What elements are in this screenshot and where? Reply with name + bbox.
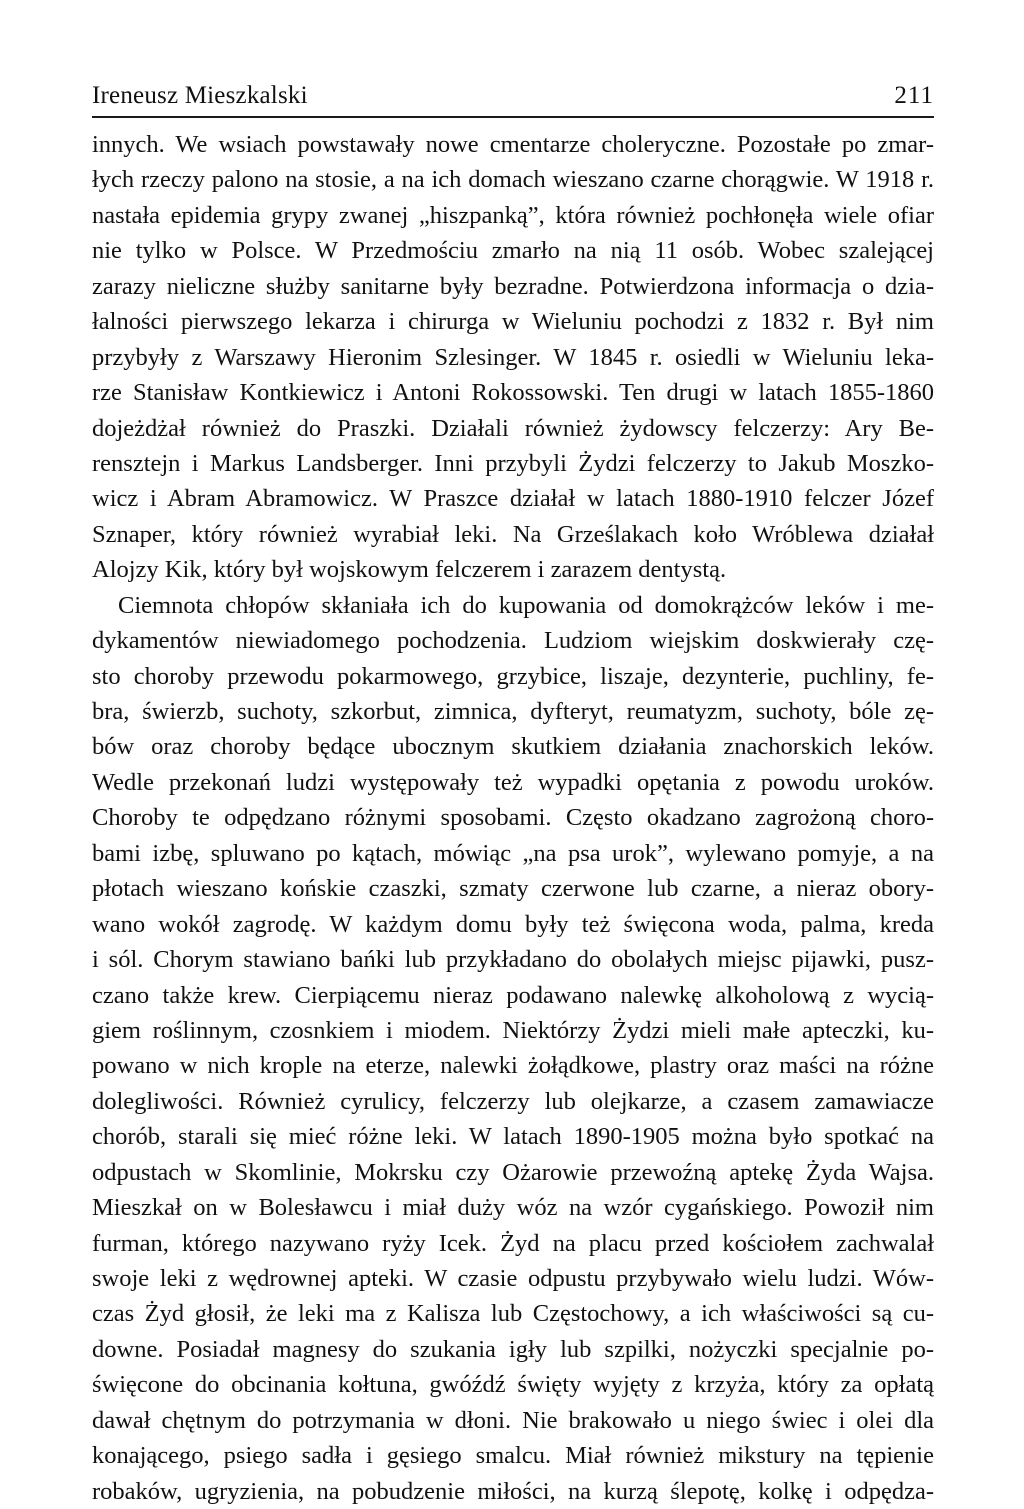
text-line: dawał chętnym do potrzymania w dłoni. Nie brakowało u niego świec i olei dla [92,1406,934,1434]
header-author: Ireneusz Mieszkalski [92,82,308,109]
text-line: powano w nich krople na eterze, nalewki żołądkowe, plastry oraz maści na różne [92,1052,934,1080]
text-line: chorób, starali się mieć różne leki. W latach 1890-1905 można było spotkać na [92,1123,934,1151]
text-line: czano także krew. Cierpiącemu nieraz podawano nalewkę alkoholową z wycią- [92,981,934,1009]
text-line: dykamentów niewiadomego pochodzenia. Ludziom wiejskim doskwierały czę- [92,627,934,655]
text-line: czas Żyd głosił, że leki ma z Kalisza lub Częstochowy, a ich właściwości są cu- [92,1300,934,1328]
running-header [92,80,934,118]
text-line: swoje leki z wędrownej apteki. W czasie odpustu przybywało wielu ludzi. Wów- [92,1265,934,1292]
text-line: nie tylko w Polsce. W Przedmościu zmarło na nią 11 osób. Wobec szalejącej [92,237,934,265]
text-line: Sznaper, który również wyrabiał leki. Na Grześlakach koło Wróblewa działał [92,520,934,548]
text-line: Mieszkał on w Bolesławcu i miał duży wóz na wzór cygańskiego. Powoził nim [92,1194,934,1222]
text-line: wano wokół zagrodę. W każdym domu były też święcona woda, palma, kreda [92,910,934,938]
text-line: wicz i Abram Abramowicz. W Praszce działał w latach 1880-1910 felczer Józef [92,485,934,513]
text-line: bów oraz choroby będące ubocznym skutkiem działania znachorskich leków. [92,733,934,761]
text-line: konającego, psiego sadła i gęsiego smalcu. Miał również mikstury na tępienie [92,1442,934,1470]
text-line: sto choroby przewodu pokarmowego, grzybice, liszaje, dezynterie, puchliny, fe- [92,662,934,690]
text-line: przybyły z Warszawy Hieronim Szlesinger. W 1845 r. osiedli w Wieluniu leka- [92,343,934,371]
text-line: łalności pierwszego lekarza i chirurga w Wieluniu pochodzi z 1832 r. Był nim [92,308,934,336]
text-line: downe. Posiadał magnesy do szukania igły lub szpilki, nożyczki specjalnie po- [92,1335,934,1363]
text-line: i sól. Chorym stawiano bańki lub przykładano do obolałych miejsc pijawki, pusz- [92,946,934,974]
text-line: płotach wieszano końskie czaszki, szmaty czerwone lub czarne, a nieraz obory- [92,875,934,903]
text-line: furman, którego nazywano ryży Icek. Żyd na placu przed kościołem zachwalał [92,1229,934,1257]
text-line: łych rzeczy palono na stosie, a na ich domach wieszano czarne chorągwie. W 1918 r. [92,166,934,194]
text-line: Ciemnota chłopów skłaniała ich do kupowania od domokrążców leków i me- [118,591,934,619]
text-line: dojeżdżał również do Praszki. Działali również żydowscy felczerzy: Ary Be- [92,414,934,442]
text-line: giem roślinnym, czosnkiem i miodem. Niektórzy Żydzi mieli małe apteczki, ku- [92,1016,934,1044]
text-line: innych. We wsiach powstawały nowe cmentarze choleryczne. Pozostałe po zmar- [92,131,934,158]
text-line: rze Stanisław Kontkiewicz i Antoni Rokossowski. Ten drugi w latach 1855-1860 [92,379,934,407]
text-line: zarazy nieliczne służby sanitarne były bezradne. Potwierdzona informacja o dzia- [92,272,934,300]
text-line: bra, świerzb, suchoty, szkorbut, zimnica, dyfteryt, reumatyzm, suchoty, bóle zę- [92,698,934,725]
text-line: robaków, ugryzienia, na pobudzenie miłości, na kurzą ślepotę, kolkę i odpędza- [92,1477,934,1505]
text-line: dolegliwości. Również cyrulicy, felczerzy lub olejkarze, a czasem zamawiacze [92,1087,934,1115]
body-text [92,127,934,1509]
text-line: odpustach w Skomlinie, Mokrsku czy Ożarowie przewoźną aptekę Żyda Wajsa. [92,1158,934,1186]
text-line: Wedle przekonań ludzi występowały też wypadki opętania z powodu uroków. [92,768,934,796]
text-line: rensztejn i Markus Landsberger. Inni przybyli Żydzi felczerzy to Jakub Moszko- [92,449,934,477]
text-line: Choroby te odpędzano różnymi sposobami. Często okadzano zagrożoną choro- [92,804,934,832]
page-number: 211 [894,82,934,109]
text-line: bami izbę, spluwano po kątach, mówiąc „na psa urok”, wylewano pomyje, a na [92,839,934,867]
text-line: święcone do obcinania kołtuna, gwóźdź święty wyjęty z krzyża, który za opłatą [92,1371,934,1399]
text-line: Alojzy Kik, który był wojskowym felczerem i zarazem dentystą. [92,556,727,584]
text-line: nastała epidemia grypy zwanej „hiszpanką”, która również pochłonęła wiele ofiar [92,201,934,229]
